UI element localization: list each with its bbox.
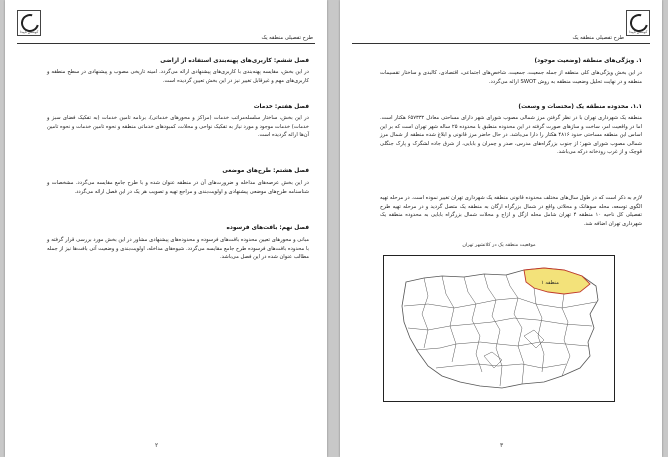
subsection-heading: ۱.۱. محدوده منطقه یک (مختصات و وسعت) <box>518 104 642 110</box>
right-page <box>340 0 662 457</box>
body-paragraph: لازم به ذکر است که در طول سال‌های مختلف محدوده قانونی منطقه یک شهرداری تهران تغییر نموده است. در مرحله تهیه الگوی توسعه، محله سوهانک و محلاتی واقع در شمال بزرگراه ارگان به منطقه یک متصل گردید و در مرحله تهیه طرح تفصیلی کل ناحیه ۱۰ منطقه ۴ تهران شامل محله ازگل و ازاج و محلات شمال بزرگراه بابایی به محدوده منطقه یک شهرداری تهران اضافه شد. <box>380 195 643 227</box>
section-heading: فصل ششم: کاربری‌های پهنه‌بندی استفاده از اراضی <box>160 58 309 64</box>
page-number: ۳ <box>500 442 504 449</box>
body-paragraph: منطقه یک شهرداری تهران با در نظر گرفتن مرز شمالی مصوب شورای شهر دارای مساحتی معادل ۶۵۷۳۳۲ هکتار است. اما در واقعیت امر، ساخت و سازهای صورت گرفته در این محدوده منطبق با محدوده ۲۵ ساله شهر تهران است که بر این اساس این منطقه مساحتی حدود ۴۸۱۶ هکتار را دارا می‌باشد. در حال حاضر مرز قانونی و ابلاغ شده منطقه از شمال مرز شمالی مصوب شورای شهر؛ از جنوب بزرگراه‌های مدرس، صدر و چمران و بابایی، از شرق جاده لشگرک و پارک جنگلی قوچک و از غرب رودخانه درکه می‌باشد. <box>380 115 642 156</box>
logo-text: کوشش ناپیدا <box>629 30 648 34</box>
section-paragraph: در این بخش، ساختار سلسله‌مراتب خدمات (مراکز و محورهای خدماتی)، برنامه تامین خدمات (به تفکیک فضای سبز و خدمات) خدمات موجود و مورد نیاز به تفکیک نواحی و محلات، کمبودهای خدماتی منطقه و نحوه تامین خدمات و نحوه تامین آن‌ها ارائه گردیده است. <box>47 115 309 139</box>
section-heading: فصل نهم: بافت‌های فرسوده <box>226 225 309 231</box>
map-svg <box>384 256 614 401</box>
map-caption: موقعیت منطقه یک در کلانشهر تهران <box>462 243 536 248</box>
section-paragraph: مبانی و محورهای تعیین محدوده بافت‌های فرسوده و محدوده‌های پیشنهادی مشاور در این بخش مورد بررسی قرار گرفته و با محدوده بافت‌های فرسوده طرح جامع مقایسه می‌گردد. شیوه‌های مداخله، اولویت‌بندی و وضعیت آتی بافت‌ها نیز از جمله مطالب عنوان شده در این فصل می‌باشد. <box>47 237 309 261</box>
left-page-header <box>17 10 315 44</box>
logo-text: کوشش ناپیدا <box>20 30 39 34</box>
right-page-header <box>352 10 650 44</box>
header-title: طرح تفصیلی منطقه یک <box>572 35 624 41</box>
header-rule <box>352 43 650 44</box>
intro-paragraph: در این بخش ویژگی‌های کلی منطقه از جمله جمعیت، جمعیت، شاخص‌های اجتماعی، اقتصادی، کالبدی و ساختار تقسیمات منطقه و در نهایت تحلیل وضعیت منطقه به روش SWOT ارائه می‌گردد. <box>380 70 642 85</box>
section-paragraph: در این بخش عرصه‌های مداخله و ضرورت‌های آن در منطقه عنوان شده و با طرح جامع مقایسه می‌گردد. مشخصات و شناسنامه طرح‌های موضعی پیشنهادی و اولویت‌بندی و مراجع تهیه و تصویب هر یک در این فصل ارائه می‌گردد. <box>47 180 309 195</box>
district-1-label: منطقه ۱ <box>541 280 559 286</box>
header-title: طرح تفصیلی منطقه یک <box>261 35 313 41</box>
header-rule <box>17 43 315 44</box>
section-heading: فصل هشتم: طرح‌های موضعی <box>222 168 309 174</box>
chapter-heading: ۱. ویژگی‌های منطقه (وضعیت موجود) <box>534 58 642 64</box>
section-heading: فصل هفتم: خدمات <box>253 104 309 110</box>
left-page <box>5 0 327 457</box>
tehran-district-map <box>383 255 615 402</box>
page-number: ۲ <box>155 442 159 449</box>
section-paragraph: در این بخش، مقایسه پهنه‌بندی با کاربری‌های پیشنهادی ارائه می‌گردد. امینه تاریخی مصوب و پیشنهادی در سطح منطقه و کاربری‌های مهم و غیرقابل تغییر نیز در این بخش تعیین گردیده است. <box>47 69 309 84</box>
logo <box>17 10 41 36</box>
logo <box>626 10 650 36</box>
